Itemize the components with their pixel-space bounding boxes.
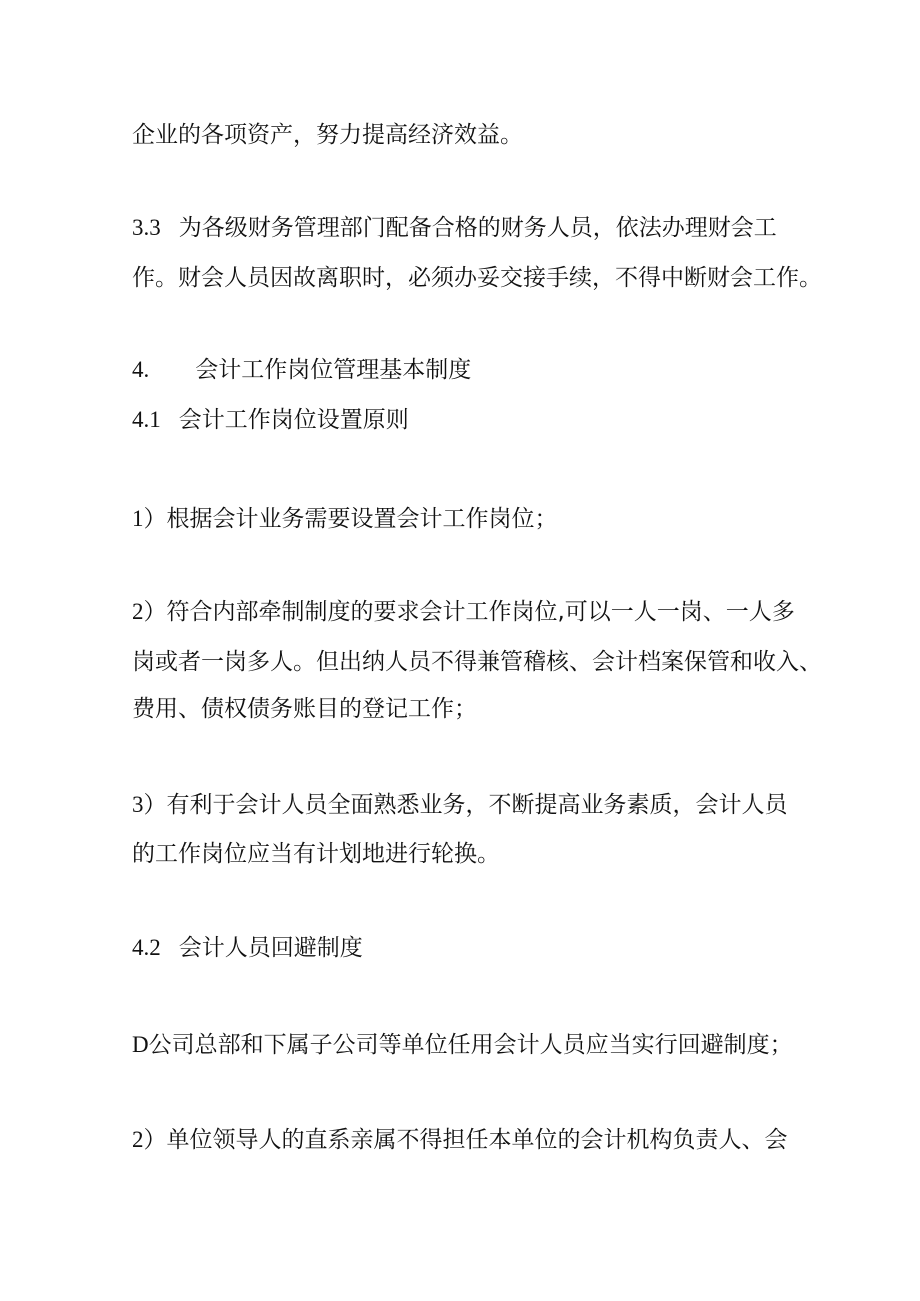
paragraph-line	[132, 120, 812, 150]
section-number: 4.1	[132, 407, 161, 432]
list-item-2b-line-1	[132, 1125, 812, 1155]
list-item-2-line-2	[132, 647, 822, 677]
section-3-3-line-2	[132, 263, 822, 293]
line-text: 单位领导人的直系亲属不得担任本单位的会计机构负责人、会	[166, 1127, 788, 1153]
line-text: 岗或者一岗多人。但出纳人员不得兼管稽核、会计档案保管和收入、	[132, 649, 822, 675]
section-number: 4.2	[132, 935, 161, 960]
list-marker: 2）	[132, 599, 167, 624]
line-text: 根据会计业务需要设置会计工作岗位；	[166, 506, 558, 532]
heading-text: 会计人员回避制度	[178, 935, 363, 961]
line-text: 为各级财务管理部门配备合格的财务人员，依法办理财会工	[178, 215, 777, 241]
line-text: 费用、债权债务账目的登记工作；	[132, 696, 477, 722]
list-marker: D	[132, 1032, 149, 1057]
heading-4	[132, 355, 812, 385]
section-number: 3.3	[132, 215, 161, 240]
list-item-3-line-2	[132, 839, 812, 869]
list-marker: 3）	[132, 792, 167, 817]
line-text: 公司总部和下属子公司等单位任用会计人员应当实行回避制度；	[148, 1032, 793, 1058]
line-text: 企业的各项资产，努力提高经济效益。	[132, 122, 523, 148]
list-item-1	[132, 504, 812, 534]
section-3-3-line-1	[132, 213, 812, 243]
list-item-2-line-1	[132, 597, 812, 627]
list-item-2-line-3	[132, 694, 812, 724]
heading-text: 会计工作岗位设置原则	[178, 407, 409, 433]
line-text: 有利于会计人员全面熟悉业务，不断提高业务素质，会计人员	[166, 792, 788, 818]
list-marker: 2）	[132, 1127, 167, 1152]
list-item-d	[132, 1030, 812, 1060]
list-item-3-line-1	[132, 790, 812, 820]
line-text: 的工作岗位应当有计划地进行轮换。	[132, 841, 500, 867]
line-text: 作。财会人员因故离职时，必须办妥交接手续，不得中断财会工作。	[132, 265, 822, 291]
line-text: 符合内部牵制制度的要求会计工作岗位,可以一人一岗、一人多	[166, 599, 795, 625]
section-number: 4.	[132, 357, 150, 382]
heading-4-2	[132, 933, 812, 963]
heading-4-1	[132, 405, 812, 435]
list-marker: 1）	[132, 506, 167, 531]
heading-text: 会计工作岗位管理基本制度	[195, 357, 472, 383]
